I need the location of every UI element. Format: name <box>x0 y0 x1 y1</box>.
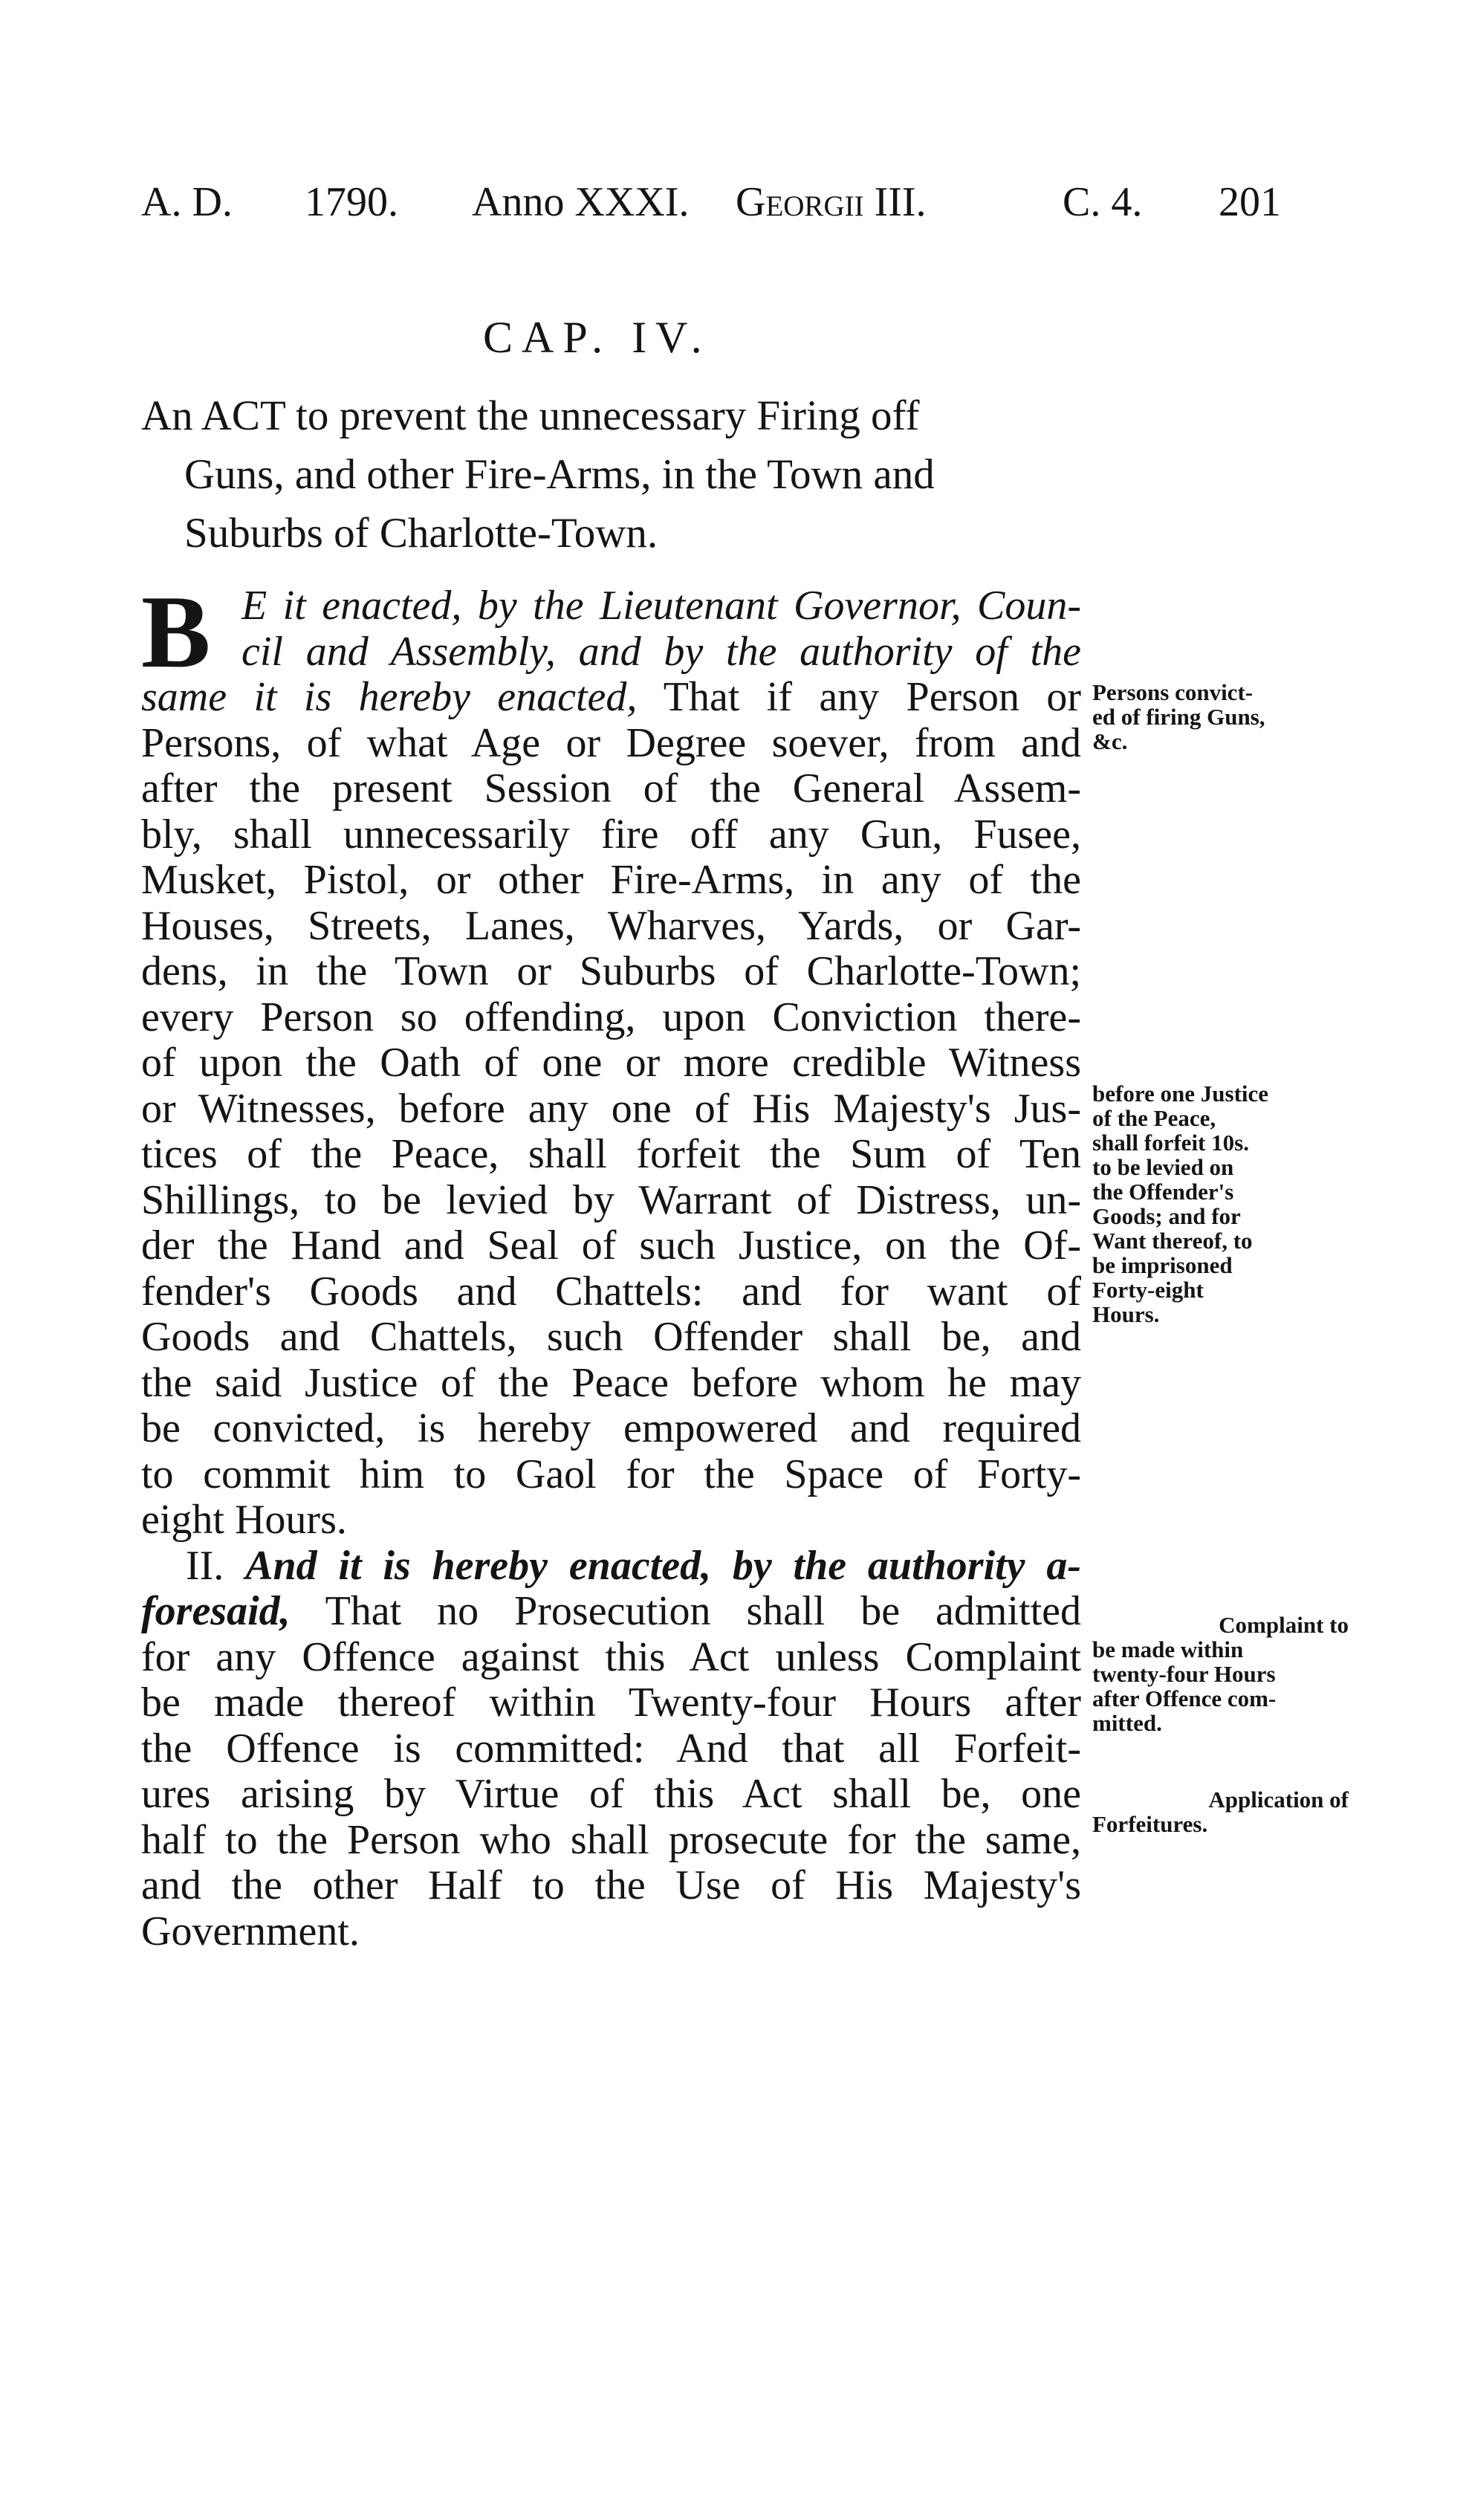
margin-note-line: twenty-four Hours <box>1092 1661 1276 1687</box>
body-phrase: That if any Person or <box>637 674 1081 720</box>
running-head-ad: A. D. <box>141 179 233 225</box>
body-line: der the Hand and Seal of such Justice, on the Of- <box>141 1222 1081 1269</box>
margin-note-line: of the Peace, <box>1092 1105 1216 1131</box>
body-line: E it enacted, by the Lieutenant Governor, Coun- <box>241 583 1081 629</box>
section-2-line: Government. <box>141 1908 360 1954</box>
body-line: bly, shall unnecessarily fire off any Gun, Fusee, <box>141 811 1081 858</box>
margin-note-line: before one Justice <box>1092 1081 1269 1107</box>
section-2-line: the Offence is committed: And that all Forfeit- <box>141 1725 1081 1772</box>
drop-cap: B <box>141 574 211 690</box>
running-head-george: Georgii III. <box>736 179 927 225</box>
body-line: to commit him to Gaol for the Space of Forty- <box>141 1451 1081 1497</box>
section-2-line <box>141 1589 1081 1635</box>
margin-note-justice <box>1092 1081 1349 1327</box>
body-line: dens, in the Town or Suburbs of Charlotte-Town; <box>141 948 1081 994</box>
margin-note-line: Application of <box>1208 1787 1349 1813</box>
body-line: after the present Session of the General Assem- <box>141 765 1081 812</box>
section-2-line <box>141 1544 1081 1590</box>
body-italic-phrase: same it is hereby enacted, <box>141 674 638 720</box>
body-line: Musket, Pistol, or other Fire-Arms, in any of the <box>141 857 1081 903</box>
running-head-chapter: C. 4. <box>1063 179 1143 225</box>
margin-note-line: to be levied on <box>1092 1154 1234 1180</box>
margin-note-line: the Offender's <box>1092 1179 1234 1205</box>
margin-note-line: &c. <box>1092 728 1128 754</box>
section-1-text <box>141 574 1081 1954</box>
margin-note-persons-convicted <box>1092 680 1349 754</box>
margin-note-line: Persons convict- <box>1092 679 1254 705</box>
margin-note-line: Want thereof, to <box>1092 1228 1253 1254</box>
body-italic-phrase: foresaid, <box>141 1588 291 1634</box>
margin-note-line: Hours. <box>1092 1301 1160 1327</box>
body-line: be convicted, is hereby empowered and required <box>141 1405 1081 1451</box>
margin-note-line: ed of firing Guns, <box>1092 704 1265 730</box>
body-line: of upon the Oath of one or more credible Witness <box>141 1040 1081 1086</box>
act-title-line: Suburbs of Charlotte-Town. <box>184 510 658 557</box>
body-line: cil and Assembly, and by the authority of the <box>241 628 1081 675</box>
margin-note-line: be made within <box>1092 1636 1244 1662</box>
section-numeral: II. <box>186 1542 224 1589</box>
margin-note-line: Forty-eight <box>1092 1277 1204 1303</box>
chapter-heading: CAP. IV. <box>483 313 711 362</box>
body-line: every Person so offending, upon Conviction there- <box>141 994 1081 1040</box>
act-title-line: Guns, and other Fire-Arms, in the Town and <box>184 451 935 498</box>
body-phrase: That no Prosecution shall be admitted <box>290 1588 1081 1634</box>
margin-note-line: after Offence com- <box>1092 1685 1277 1711</box>
margin-note-line: Goods; and for <box>1092 1203 1241 1229</box>
body-line: or Witnesses, before any one of His Majesty's Jus- <box>141 1085 1081 1132</box>
margin-note-forfeitures <box>1092 1787 1349 1836</box>
running-head-anno: Anno XXXI. <box>472 179 690 225</box>
running-head-year: 1790. <box>305 179 398 225</box>
body-line: fender's Goods and Chattels: and for want of <box>141 1268 1081 1315</box>
margin-note-line: Complaint to <box>1219 1612 1349 1638</box>
running-head <box>0 178 1469 230</box>
margin-note-line: Forfeitures. <box>1092 1811 1208 1837</box>
body-line: eight Hours. <box>141 1497 347 1543</box>
body-line: Houses, Streets, Lanes, Wharves, Yards, or Gar- <box>141 902 1081 949</box>
margin-note-line: mitted. <box>1092 1710 1162 1736</box>
body-italic-phrase: And it is hereby enacted, by the authority a- <box>245 1542 1081 1589</box>
body-line: the said Justice of the Peace before whom he may <box>141 1359 1081 1406</box>
page-number: 201 <box>1219 179 1281 225</box>
section-2-line: ures arising by Virtue of this Act shall be, one <box>141 1771 1081 1817</box>
body-line: Shillings, to be levied by Warrant of Distress, un- <box>141 1176 1081 1223</box>
section-2-line: half to the Person who shall prosecute for the same, <box>141 1816 1081 1863</box>
body-line: Goods and Chattels, such Offender shall be, and <box>141 1314 1081 1360</box>
section-2-line: and the other Half to the Use of His Majesty's <box>141 1862 1081 1908</box>
margin-note-line: be imprisoned <box>1092 1252 1233 1278</box>
section-2-line: be made thereof within Twenty-four Hours after <box>141 1680 1081 1726</box>
body-line: Persons, of what Age or Degree soever, from and <box>141 719 1081 766</box>
margin-note-complaint <box>1092 1613 1349 1735</box>
body-line: tices of the Peace, shall forfeit the Sum of Ten <box>141 1131 1081 1177</box>
act-title <box>141 386 1100 563</box>
margin-note-line: shall forfeit 10s. <box>1092 1130 1249 1156</box>
act-title-line: An ACT to prevent the unnecessary Firing off <box>141 392 920 439</box>
section-2-line: for any Offence against this Act unless Complaint <box>141 1633 1081 1680</box>
body-line <box>141 675 1081 721</box>
